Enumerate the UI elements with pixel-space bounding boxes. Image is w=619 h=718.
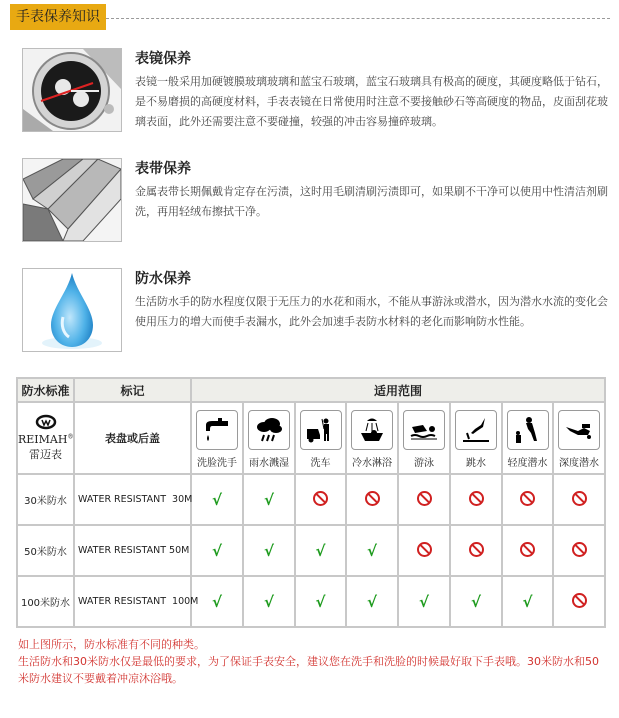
header-mark: 标记 — [74, 378, 191, 402]
suitability-cell — [243, 576, 295, 627]
mark-subheader: 表盘或后盖 — [74, 402, 191, 474]
check-icon: √ — [211, 592, 222, 611]
suitability-cell — [346, 576, 398, 627]
prohibited-icon — [365, 491, 380, 506]
suitability-cell — [553, 525, 605, 576]
rain-icon — [248, 410, 290, 450]
prohibited-icon — [313, 491, 328, 506]
suitability-cell — [191, 525, 243, 576]
suitability-cell — [191, 576, 243, 627]
prohibited-icon — [469, 542, 484, 557]
table-row — [17, 525, 605, 576]
title-bar — [10, 4, 610, 30]
water-drop-image — [22, 268, 122, 352]
activity-cell — [243, 402, 295, 474]
prohibited-icon — [417, 542, 432, 557]
section-text: 金属表带长期佩戴肯定存在污渍，这时用毛刷清刷污渍即可，如果刷不干净可以使用中性清洁剂刷洗，再用轻绒布擦拭干净。 — [135, 185, 608, 218]
watch-band-image — [22, 158, 122, 242]
diving-jump-icon — [455, 410, 497, 450]
suitability-cell — [191, 474, 243, 525]
prohibited-icon — [520, 542, 535, 557]
swimming-icon — [403, 410, 445, 450]
watch-face-image — [22, 48, 122, 132]
check-icon: √ — [263, 490, 274, 509]
page-title: 手表保养知识 — [10, 4, 106, 30]
check-icon: √ — [366, 541, 377, 560]
suitability-cell — [346, 525, 398, 576]
brand-name-cn: 雷迈表 — [29, 448, 62, 461]
suitability-cell — [450, 474, 502, 525]
note-line: 如上图所示，防水标准有不同的种类。 — [18, 638, 205, 651]
water-resistance-table — [16, 377, 606, 628]
brand-logo — [17, 402, 74, 474]
prohibited-icon — [469, 491, 484, 506]
activity-label: 跳水 — [466, 457, 486, 469]
car-wash-icon — [300, 410, 342, 450]
prohibited-icon — [572, 491, 587, 506]
prohibited-icon — [572, 593, 587, 608]
activity-label: 深度潜水 — [559, 457, 599, 469]
section-heading: 表带保养 — [135, 161, 191, 177]
check-icon: √ — [211, 490, 222, 509]
check-icon: √ — [366, 592, 377, 611]
suitability-cell — [553, 576, 605, 627]
activity-label: 游泳 — [414, 457, 434, 469]
check-icon: √ — [263, 592, 274, 611]
brand-name-text: REIMAH — [18, 433, 68, 446]
suitability-cell — [295, 474, 346, 525]
activity-cell — [346, 402, 398, 474]
prohibited-icon — [520, 491, 535, 506]
suitability-cell — [502, 474, 553, 525]
check-icon: √ — [470, 592, 481, 611]
suitability-cell — [450, 525, 502, 576]
activity-label: 冷水淋浴 — [352, 457, 392, 469]
snorkel-icon — [507, 410, 549, 450]
check-icon: √ — [211, 541, 222, 560]
suitability-cell — [243, 525, 295, 576]
activity-icon-row — [17, 402, 605, 474]
suitability-cell — [450, 576, 502, 627]
activity-label: 洗脸洗手 — [197, 457, 237, 469]
mark-cell: WATER RESISTANT 50M — [74, 525, 191, 576]
scuba-icon — [558, 410, 600, 450]
header-scope: 适用范围 — [191, 378, 605, 402]
prohibited-icon — [417, 491, 432, 506]
brand-name — [18, 433, 73, 446]
prohibited-icon — [572, 542, 587, 557]
activity-cell — [191, 402, 243, 474]
activity-label: 雨水溅湿 — [249, 457, 289, 469]
section-text: 生活防水手的防水程度仅限于无压力的水花和雨水，不能从事游泳或潜水，因为潜水水流的变化会使用压力的增大而使手表漏水，此外会加速手表防水材料的老化而影响防水性能。 — [135, 295, 608, 328]
suitability-cell — [295, 525, 346, 576]
shower-icon — [351, 410, 393, 450]
standard-cell: 50米防水 — [17, 525, 74, 576]
suitability-cell — [502, 525, 553, 576]
notes — [18, 636, 608, 687]
section-heading: 防水保养 — [135, 271, 191, 287]
faucet-icon — [196, 410, 238, 450]
header-standard: 防水标准 — [17, 378, 74, 402]
table-row — [17, 474, 605, 525]
activity-label: 轻度潜水 — [507, 457, 548, 469]
table-header-row — [17, 378, 605, 402]
mark-cell: WATER RESISTANT 30M — [74, 474, 191, 525]
section-heading: 表镜保养 — [135, 51, 191, 67]
check-icon: √ — [418, 592, 429, 611]
activity-cell — [553, 402, 605, 474]
suitability-cell — [502, 576, 553, 627]
activity-cell — [398, 402, 450, 474]
brand-emblem-icon — [35, 414, 57, 430]
check-icon: √ — [263, 541, 274, 560]
standard-cell: 30米防水 — [17, 474, 74, 525]
suitability-cell — [243, 474, 295, 525]
activity-cell — [502, 402, 553, 474]
registered-mark: ® — [67, 433, 74, 441]
standard-cell: 100米防水 — [17, 576, 74, 627]
suitability-cell — [398, 474, 450, 525]
suitability-cell — [398, 525, 450, 576]
suitability-cell — [553, 474, 605, 525]
check-icon: √ — [315, 592, 326, 611]
mark-cell: WATER RESISTANT 100M — [74, 576, 191, 627]
section-text: 表镜一般采用加硬镀膜玻璃玻璃和蓝宝石玻璃，蓝宝石玻璃具有极高的硬度，其硬度略低于钻石，是不易磨损的高硬度材料，手表表镜在日常使用时注意不要接触砂石等高硬度的物品，皮面刮花玻璃表面，此外还需要注意不要碰撞，较强的冲击容易撞碎玻璃。 — [135, 75, 608, 128]
suitability-cell — [346, 474, 398, 525]
activity-cell — [450, 402, 502, 474]
title-divider — [106, 18, 610, 19]
check-icon: √ — [315, 541, 326, 560]
suitability-cell — [295, 576, 346, 627]
check-icon: √ — [522, 592, 533, 611]
suitability-cell — [398, 576, 450, 627]
activity-label: 洗车 — [310, 457, 331, 469]
table-row — [17, 576, 605, 627]
note-line: 生活防水和30米防水仅是最低的要求，为了保证手表安全，建议您在洗手和洗脸的时候最好取下手表哦。30米防水和50米防水建议不要戴着冲凉沐浴哦。 — [18, 655, 599, 685]
activity-cell — [295, 402, 346, 474]
